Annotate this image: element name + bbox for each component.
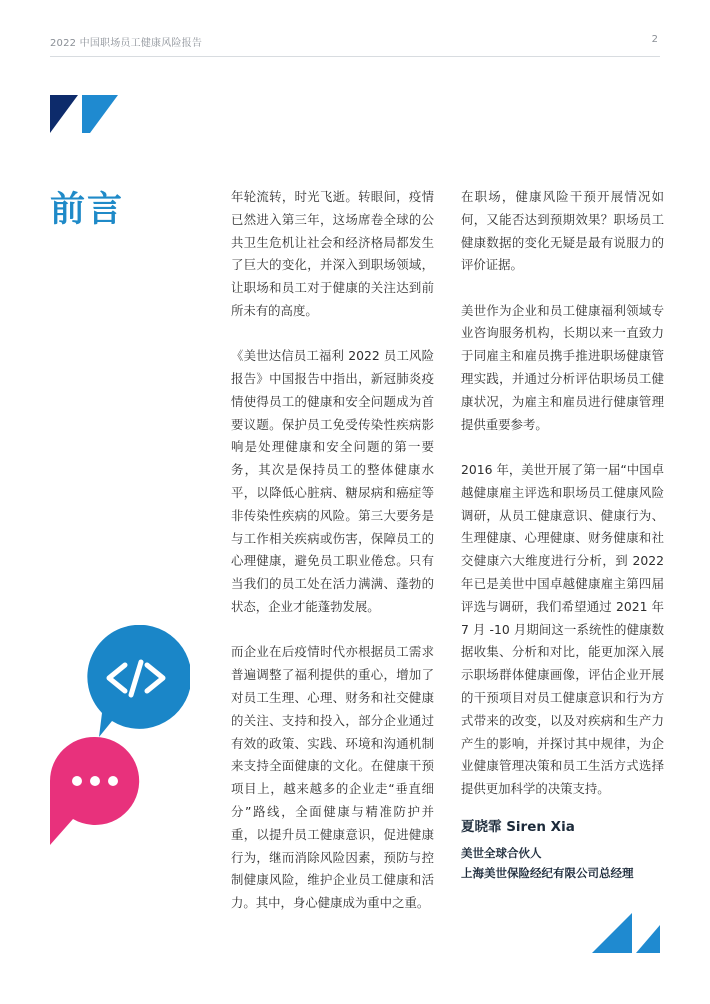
brand-logo-icon xyxy=(592,913,660,953)
author-company: 上海美世保险经纪有限公司总经理 xyxy=(461,866,634,880)
decorative-bubbles xyxy=(50,625,190,850)
paragraph: 而企业在后疫情时代亦根据员工需求普遍调整了福利提供的重心，增加了对员工生理、心理、财务和社交健康的关注、支持和投入，部分企业通过有效的政策、实践、环境和沟通机制来支持全面健康的文化。在健康干预项目上，越来越多的企业走“垂直细分”路线，全面健康与精准防护并重，以提升员工健康意识，促进健康行为，继而消除风险因素，预防与控制健康风险，维护企业员工健康和活力。其中，身心健康成为重中之重。 xyxy=(231,644,434,911)
brand-logo-icon xyxy=(50,95,118,133)
section-title: 前言 xyxy=(50,190,125,230)
author-name: 夏晓霏 Siren Xia xyxy=(461,819,575,835)
paragraph: 《美世达信员工福利 2022 员工风险报告》中国报告中指出，新冠肺炎疫情使得员工的健康和安全问题成为首要议题。保护员工免受传染性疾病影响是处理健康和安全问题的第一要务，其次是保持员工的整体健康水平，以降低心脏病、糖尿病和癌症等非传染性疾病的风险。第三大要务是与工作相关疾病或伤害，保障员工的心理健康，避免员工职业倦怠。只有当我们的员工处在活力满满、蓬勃的状态，企业才能蓬勃发展。 xyxy=(231,348,434,615)
report-title: 2022 中国职场员工健康风险报告 xyxy=(50,38,203,49)
page-number: 2 xyxy=(651,34,658,45)
paragraph: 美世作为企业和员工健康福利领域专业咨询服务机构，长期以来一直致力于同雇主和雇员携手推进职场健康管理实践，并通过分析评估职场员工健康状况，为雇主和雇员进行健康管理提供重要参考。 xyxy=(461,302,664,432)
signature-block xyxy=(461,815,671,883)
body-column-left xyxy=(231,186,434,937)
ellipsis-chat-bubble-icon xyxy=(50,737,139,845)
code-bubble-icon xyxy=(87,625,190,737)
paragraph: 在职场，健康风险干预开展情况如何，又能否达到预期效果？职场员工健康数据的变化无疑是最有说服力的评价证据。 xyxy=(461,189,664,273)
header-divider xyxy=(50,56,660,57)
author-title: 美世全球合伙人 xyxy=(461,846,542,860)
paragraph: 2016 年，美世开展了第一届“中国卓越健康雇主评选和职场员工健康风险调研，从员工健康意识、健康行为、生理健康、心理健康、财务健康和社交健康六大维度进行分析，到 2022 年已是美世中国卓越健康雇主第四届评选与调研，我们希望通过 2021 年 7 月 -10 月期间这一系统性的健康数据收集、分析和对比，能更加深入展示职场群体健康画像，评估企业开展的干预项目对员工健康意识和行为方式带来的改变，以及对疾病和生产力产生的影响，并探讨其中规律，为企业健康管理决策和员工生活方式选择提供更加科学的决策支持。 xyxy=(461,461,664,797)
body-column-right xyxy=(461,186,664,823)
paragraph: 年轮流转，时光飞逝。转眼间，疫情已然进入第三年，这场席卷全球的公共卫生危机让社会和经济格局都发生了巨大的变化，并深入到职场领域，让职场和员工对于健康的关注达到前所未有的高度。 xyxy=(231,189,434,318)
